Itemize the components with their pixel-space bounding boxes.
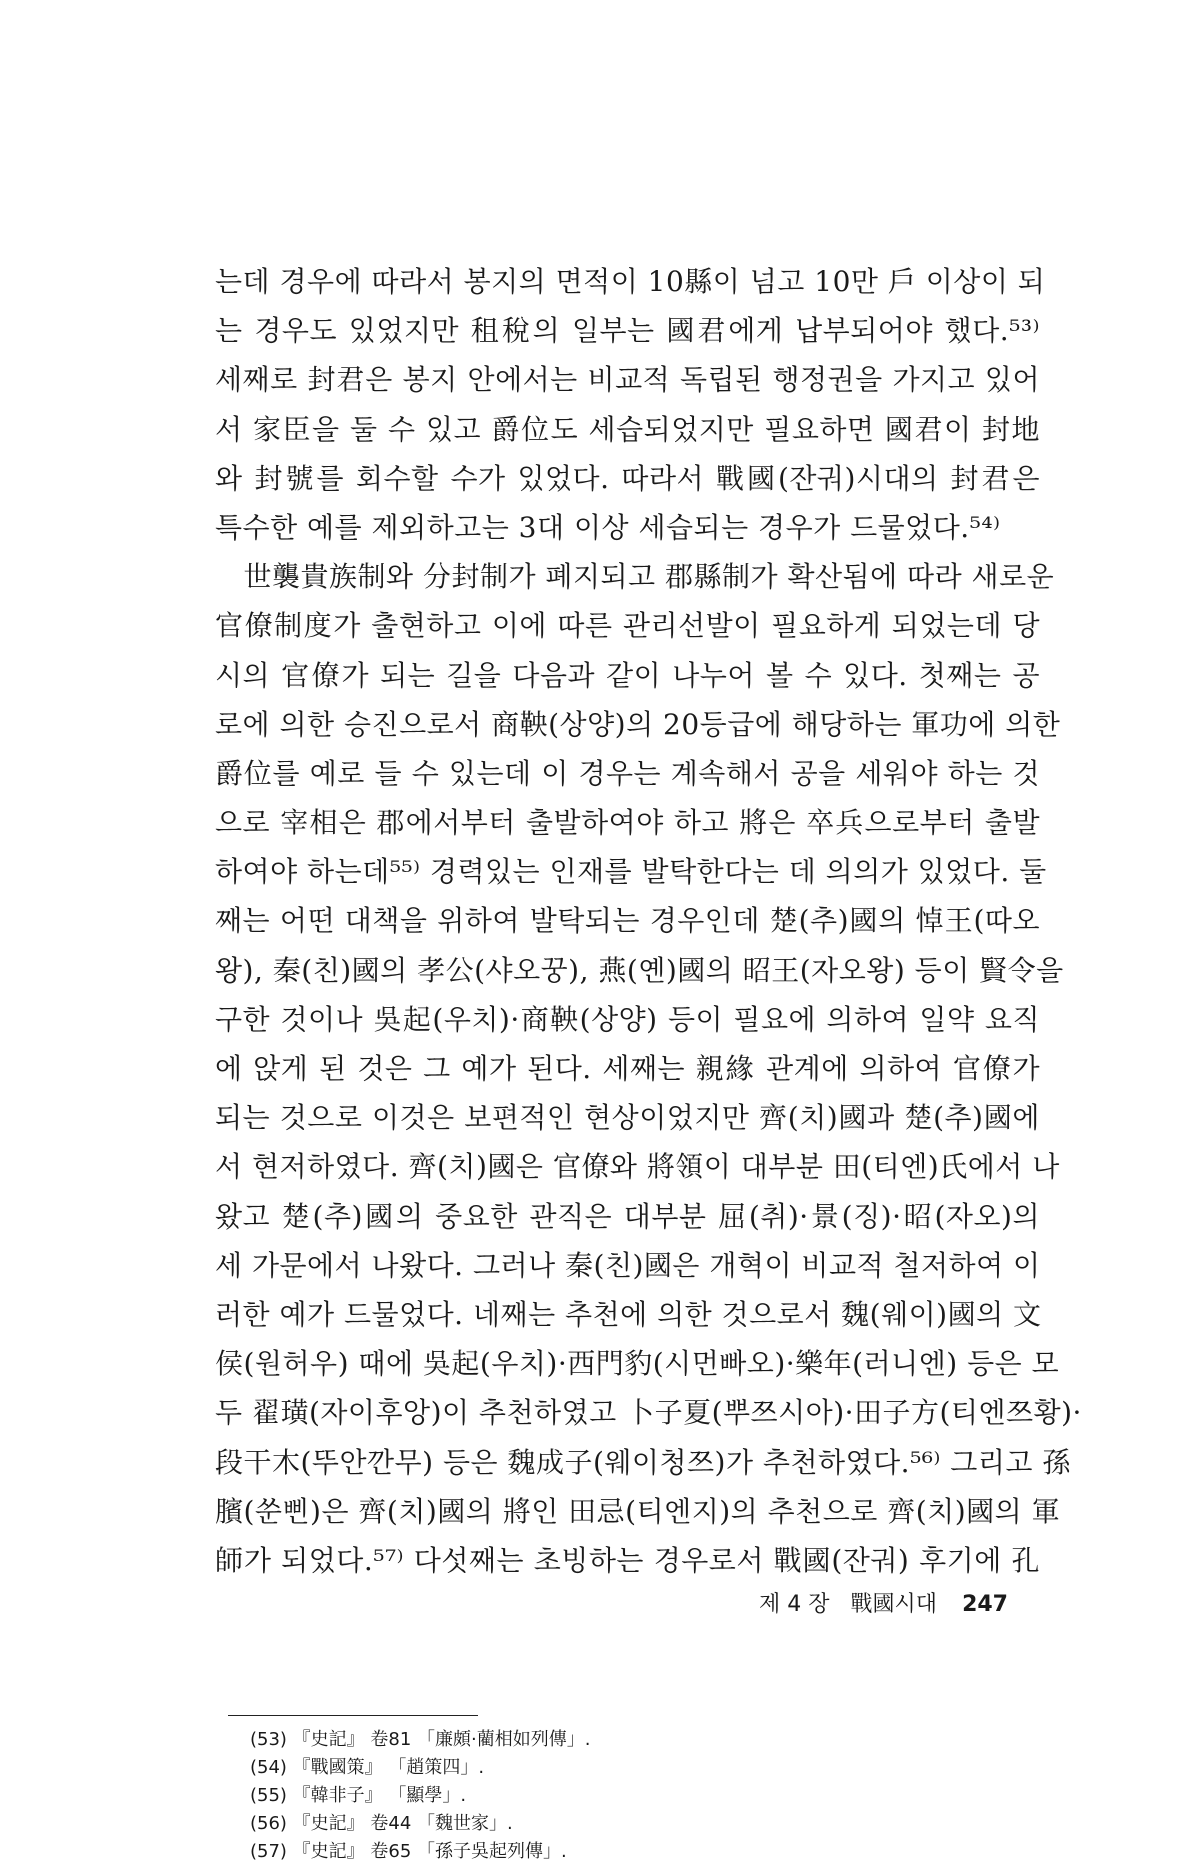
running-footer	[759, 1587, 1008, 1618]
text-line: 서 현저하였다. 齊(치)國은 官僚와 將領이 대부분 田(티엔)氏에서 나	[215, 1150, 1060, 1184]
text-line: 로에 의한 승진으로서 商鞅(상양)의 20등급에 해당하는 軍功에 의한	[215, 707, 1061, 741]
text-line: 世襲貴族制와 分封制가 폐지되고 郡縣制가 확산됨에 따라 새로운	[215, 560, 1055, 594]
text-line: 에 앉게 된 것은 그 예가 된다. 세째는 親緣 관계에 의하여 官僚가	[215, 1052, 1040, 1085]
text-line: 두 翟璜(자이후앙)이 추천하였고 卜子夏(뿌쯔시아)·田子方(티엔쯔황)·	[215, 1396, 1082, 1430]
text-line: 侯(원허우) 때에 吳起(우치)·西門豹(시먼빠오)·樂年(러니엔) 등은 모	[215, 1347, 1060, 1381]
text-line: 와 封號를 회수할 수가 있었다. 따라서 戰國(잔궈)시대의 封君은	[215, 461, 1040, 495]
footer-chapter: 제 4 장	[759, 1592, 830, 1617]
text-line: 官僚制度가 출현하고 이에 따른 관리선발이 필요하게 되었는데 당	[215, 609, 1040, 643]
text-line: 師가 되었다.⁵⁷⁾ 다섯째는 초빙하는 경우로서 戰國(잔궈) 후기에 孔	[215, 1543, 1040, 1577]
text-line: 왔고 楚(추)國의 중요한 관직은 대부분 屈(취)·景(징)·昭(자오)의	[215, 1199, 1040, 1233]
text-line: 段干木(뚜안깐무) 등은 魏成子(웨이청쯔)가 추천하였다.⁵⁶⁾ 그리고 孫	[215, 1445, 1071, 1479]
text-line: 으로 宰相은 郡에서부터 출발하여야 하고 將은 卒兵으로부터 출발	[215, 806, 1040, 840]
text-line: 爵位를 예로 들 수 있는데 이 경우는 계속해서 공을 세워야 하는 것	[215, 756, 1040, 790]
text-line: 되는 것으로 이것은 보편적인 현상이었지만 齊(치)國과 楚(추)國에	[215, 1101, 1040, 1135]
text-line: 구한 것이나 吳起(우치)·商鞅(상양) 등이 필요에 의하여 일약 요직	[215, 1002, 1040, 1036]
text-line: 는 경우도 있었지만 租稅의 일부는 國君에게 납부되어야 했다.⁵³⁾	[215, 314, 1040, 348]
text-line: 러한 예가 드물었다. 네째는 추천에 의한 것으로서 魏(웨이)國의 文	[215, 1297, 1042, 1331]
footnotes	[250, 1726, 950, 1866]
footnote: (55) 『韓非子』 「顯學」.	[250, 1785, 467, 1806]
text-line: 시의 官僚가 되는 길을 다음과 같이 나누어 볼 수 있다. 첫째는 공	[215, 658, 1040, 692]
text-line: 서 家臣을 둘 수 있고 爵位도 세습되었지만 필요하면 國君이 封地	[215, 412, 1040, 446]
footnote: (54) 『戰國策』 「趙策四」.	[250, 1757, 485, 1778]
text-line: 는데 경우에 따라서 봉지의 면적이 10縣이 넘고 10만 戶 이상이 되	[215, 265, 1046, 298]
text-line: 째는 어떤 대책을 위하여 발탁되는 경우인데 楚(추)國의 悼王(따오	[215, 904, 1040, 938]
text-line: 세째로 封君은 봉지 안에서는 비교적 독립된 행정권을 가지고 있어	[215, 363, 1040, 397]
footnote-divider	[228, 1715, 478, 1716]
text-line: 특수한 예를 제외하고는 3대 이상 세습되는 경우가 드물었다.⁵⁴⁾	[215, 510, 1001, 544]
footnote: (56) 『史記』 卷44 「魏世家」.	[250, 1813, 513, 1834]
footnote: (57) 『史記』 卷65 「孫子吳起列傳」.	[250, 1841, 567, 1862]
footnote: (53) 『史記』 卷81 「廉頗·藺相如列傳」.	[250, 1729, 591, 1750]
text-line: 臏(쑨삔)은 齊(치)國의 將인 田忌(티엔지)의 추천으로 齊(치)國의 軍	[215, 1494, 1061, 1528]
text-line: 하여야 하는데⁵⁵⁾ 경력있는 인재를 발탁한다는 데 의의가 있었다. 둘	[215, 855, 1047, 889]
body-text	[215, 257, 1082, 1585]
footer-section: 戰國시대	[850, 1592, 938, 1617]
text-line: 왕), 秦(친)國의 孝公(샤오꿍), 燕(옌)國의 昭王(자오왕) 등이 賢令을	[215, 953, 1064, 987]
page-number: 247	[962, 1592, 1008, 1617]
text-line: 세 가문에서 나왔다. 그러나 秦(친)國은 개혁이 비교적 철저하여 이	[215, 1248, 1041, 1282]
